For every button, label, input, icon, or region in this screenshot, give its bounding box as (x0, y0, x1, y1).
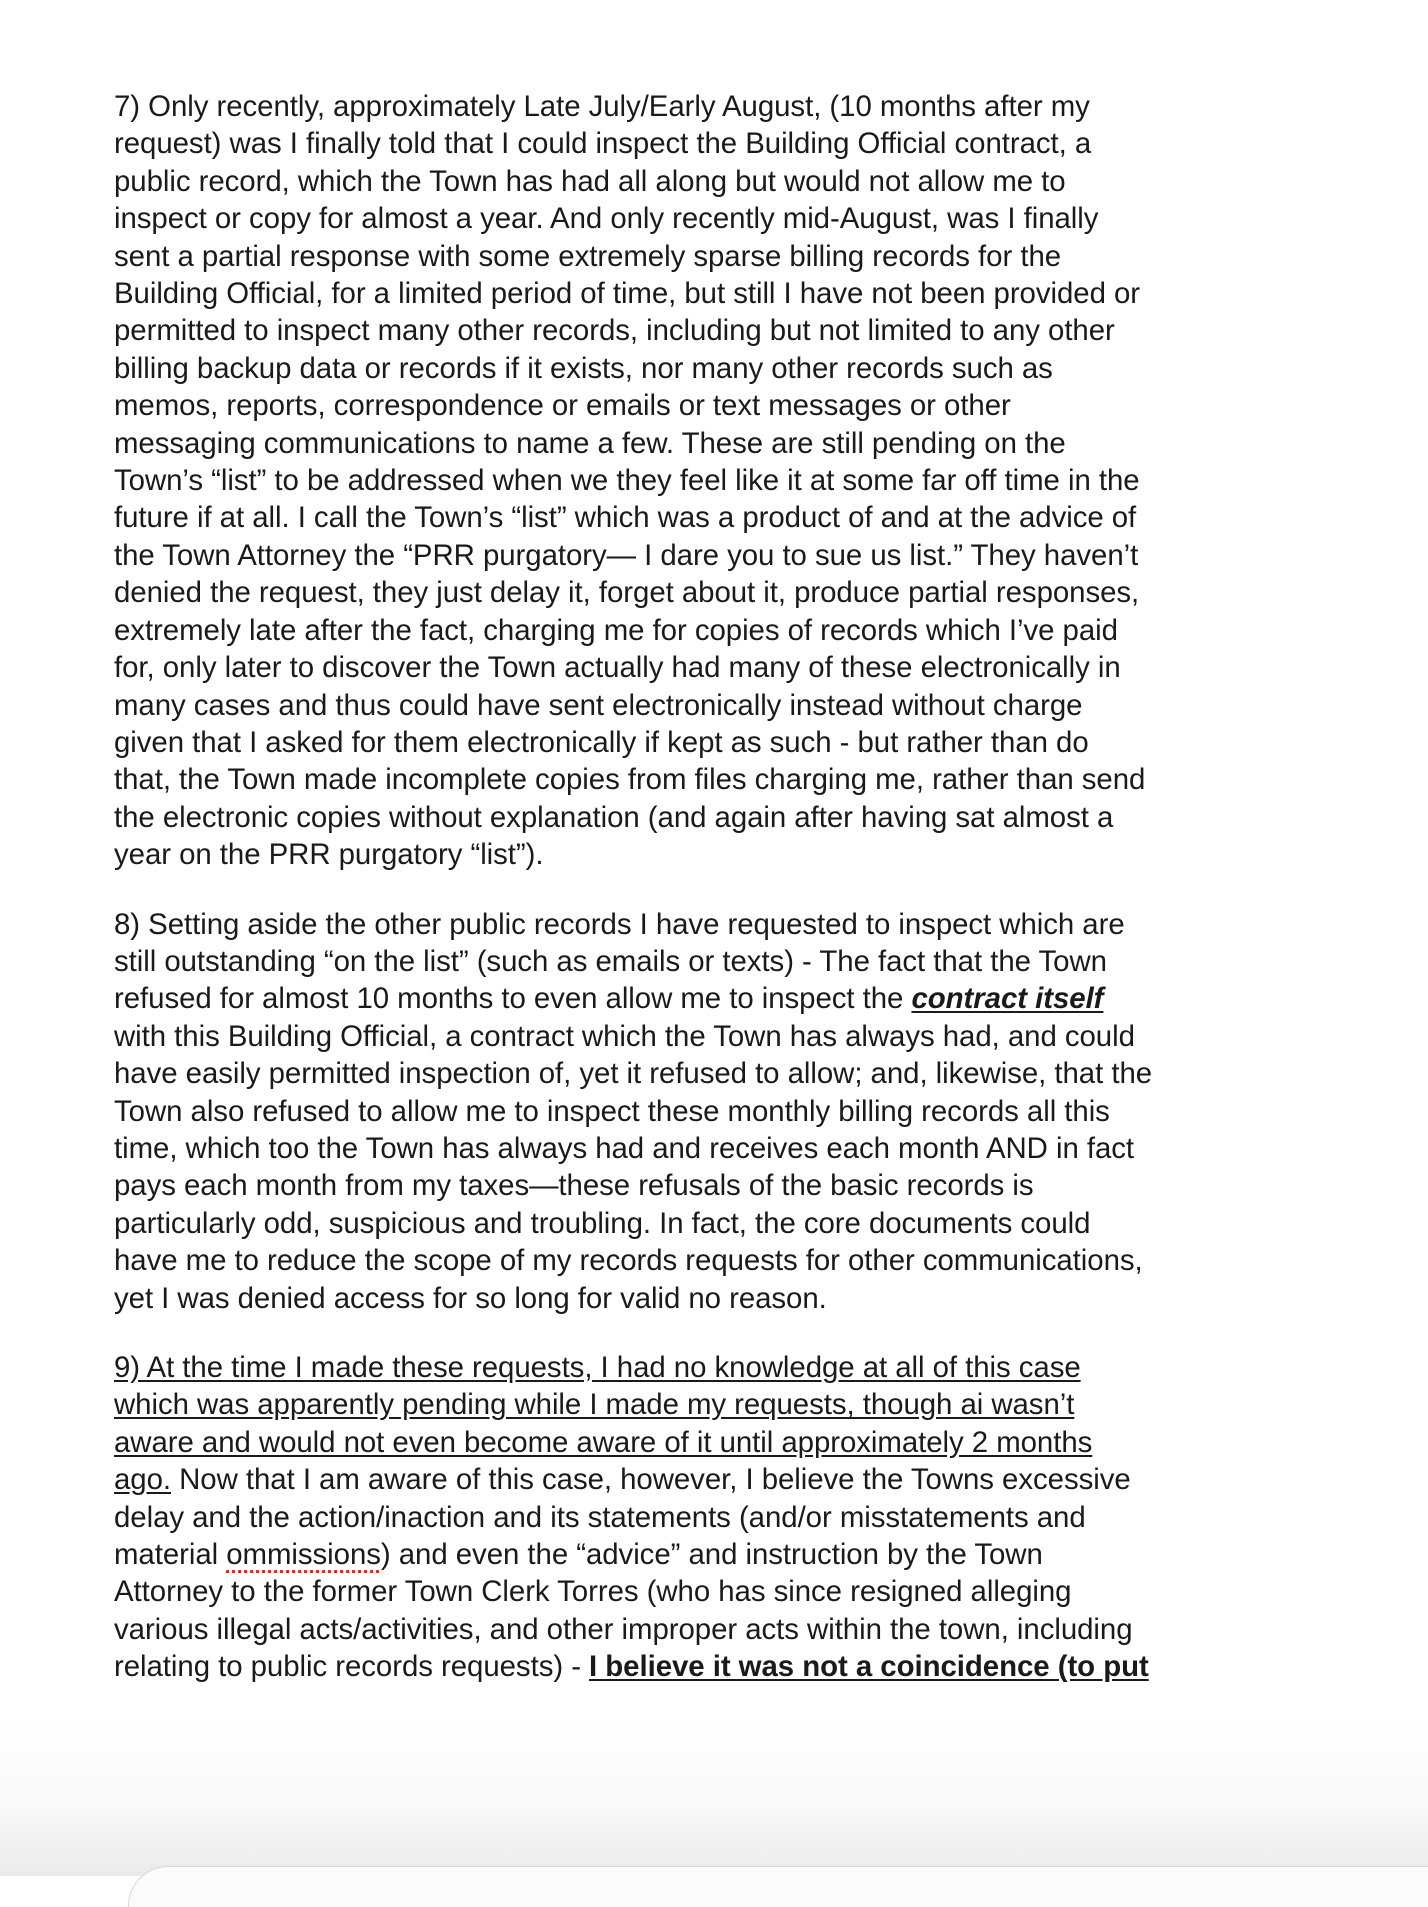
text-line: many cases and thus could have sent electronically instead without charge (114, 688, 1083, 722)
text-line: time, which too the Town has always had and receives each month AND in fact (114, 1131, 1135, 1165)
text-run: material (114, 1538, 227, 1572)
paragraph-8-rest (114, 1018, 1294, 1317)
text-line (114, 1536, 1294, 1573)
text-line: with this Building Official, a contract which the Town has always had, and could (114, 1019, 1135, 1053)
text-line: Town’s “list” to be addressed when we they feel like it at some far off time in the (114, 464, 1140, 498)
text-line: given that I asked for them electronically if kept as such - but rather than do (114, 725, 1089, 759)
text-line: Building Official, for a limited period of time, but still I have not been provided or (114, 277, 1141, 311)
text-line: year on the PRR purgatory “list”). (114, 838, 544, 872)
text-run: Now that I am aware of this case, however, I believe the Towns excessive (171, 1463, 1131, 1497)
text-line: various illegal acts/activities, and other improper acts within the town, including (114, 1612, 1133, 1646)
text-line: extremely late after the fact, charging me for copies of records which I’ve paid (114, 613, 1118, 647)
text-line: yet I was denied access for so long for valid no reason. (114, 1281, 827, 1315)
text-line: Town also refused to allow me to inspect these monthly billing records all this (114, 1094, 1110, 1128)
text-line: billing backup data or records if it exists, nor many other records such as (114, 351, 1053, 385)
text-line: the Town Attorney the “PRR purgatory— I dare you to sue us list.” They haven’t (114, 538, 1139, 572)
text-line: memos, reports, correspondence or emails or text messages or other (114, 389, 1011, 423)
text-line: that, the Town made incomplete copies from files charging me, rather than send (114, 763, 1146, 797)
underlined-line: aware and would not even become aware of it until approximately 2 months (114, 1425, 1093, 1459)
paragraph-7 (114, 88, 1294, 874)
document-body (114, 88, 1294, 1718)
text-line: messaging communications to name a few. These are still pending on the (114, 426, 1066, 460)
text-line (114, 980, 1294, 1017)
text-line: future if at all. I call the Town’s “list” which was a product of and at the advice of (114, 501, 1137, 535)
text-line: the electronic copies without explanation (and again after having sat almost a (114, 800, 1114, 834)
text-line (114, 1648, 1294, 1685)
underlined-line: 9) At the time I made these requests, I had no knowledge at all of this case (114, 1351, 1081, 1384)
text-line: Attorney to the former Town Clerk Torres (who has since resigned alleging (114, 1575, 1072, 1609)
text-line: for, only later to discover the Town actually had many of these electronically in (114, 651, 1121, 685)
text-line: still outstanding “on the list” (such as emails or texts) - The fact that the Town (114, 944, 1107, 978)
text-line: public record, which the Town has had all along but would not allow me to (114, 164, 1066, 198)
text-line (114, 1461, 1294, 1498)
text-line: have me to reduce the scope of my records requests for other communications, (114, 1244, 1143, 1278)
text-run: relating to public records requests) - (114, 1650, 590, 1684)
text-line: particularly odd, suspicious and troubling. In fact, the core documents could (114, 1206, 1091, 1240)
text-line: delay and the action/inaction and its statements (and/or misstatements and (114, 1500, 1086, 1534)
text-line: request) was I finally told that I could inspect the Building Official contract, a (114, 127, 1092, 161)
text-line: permitted to inspect many other records, including but not limited to any other (114, 314, 1115, 348)
underlined-line: which was apparently pending while I made my requests, though ai wasn’t (114, 1388, 1075, 1422)
page-bottom-shadow (0, 1716, 1428, 1876)
bold-underlined-text: I believe it was not a coincidence (to put (589, 1650, 1149, 1684)
text-line: denied the request, they just delay it, forget about it, produce partial responses, (114, 576, 1140, 610)
paragraph-9 (114, 1349, 1294, 1686)
misspelled-word[interactable]: ommissions (226, 1538, 381, 1572)
bottom-panel-edge (128, 1866, 1428, 1907)
text-line: sent a partial response with some extremely sparse billing records for the (114, 239, 1062, 273)
text-run: refused for almost 10 months to even allow me to inspect the (114, 982, 912, 1016)
paragraph-8 (114, 906, 1294, 1317)
text-line: have easily permitted inspection of, yet it refused to allow; and, likewise, that the (114, 1057, 1153, 1091)
text-line: 8) Setting aside the other public records I have requested to inspect which are (114, 907, 1125, 941)
text-line: inspect or copy for almost a year. And only recently mid-August, was I finally (114, 202, 1099, 236)
text-line: 7) Only recently, approximately Late July/Early August, (10 months after my (114, 90, 1090, 123)
underlined-text: ago. (114, 1463, 172, 1497)
text-run: ) and even the “advice” and instruction by the Town (380, 1538, 1043, 1572)
text-line: pays each month from my taxes—these refusals of the basic records is (114, 1169, 1034, 1203)
emphasis-contract-itself: contract itself (911, 982, 1104, 1016)
